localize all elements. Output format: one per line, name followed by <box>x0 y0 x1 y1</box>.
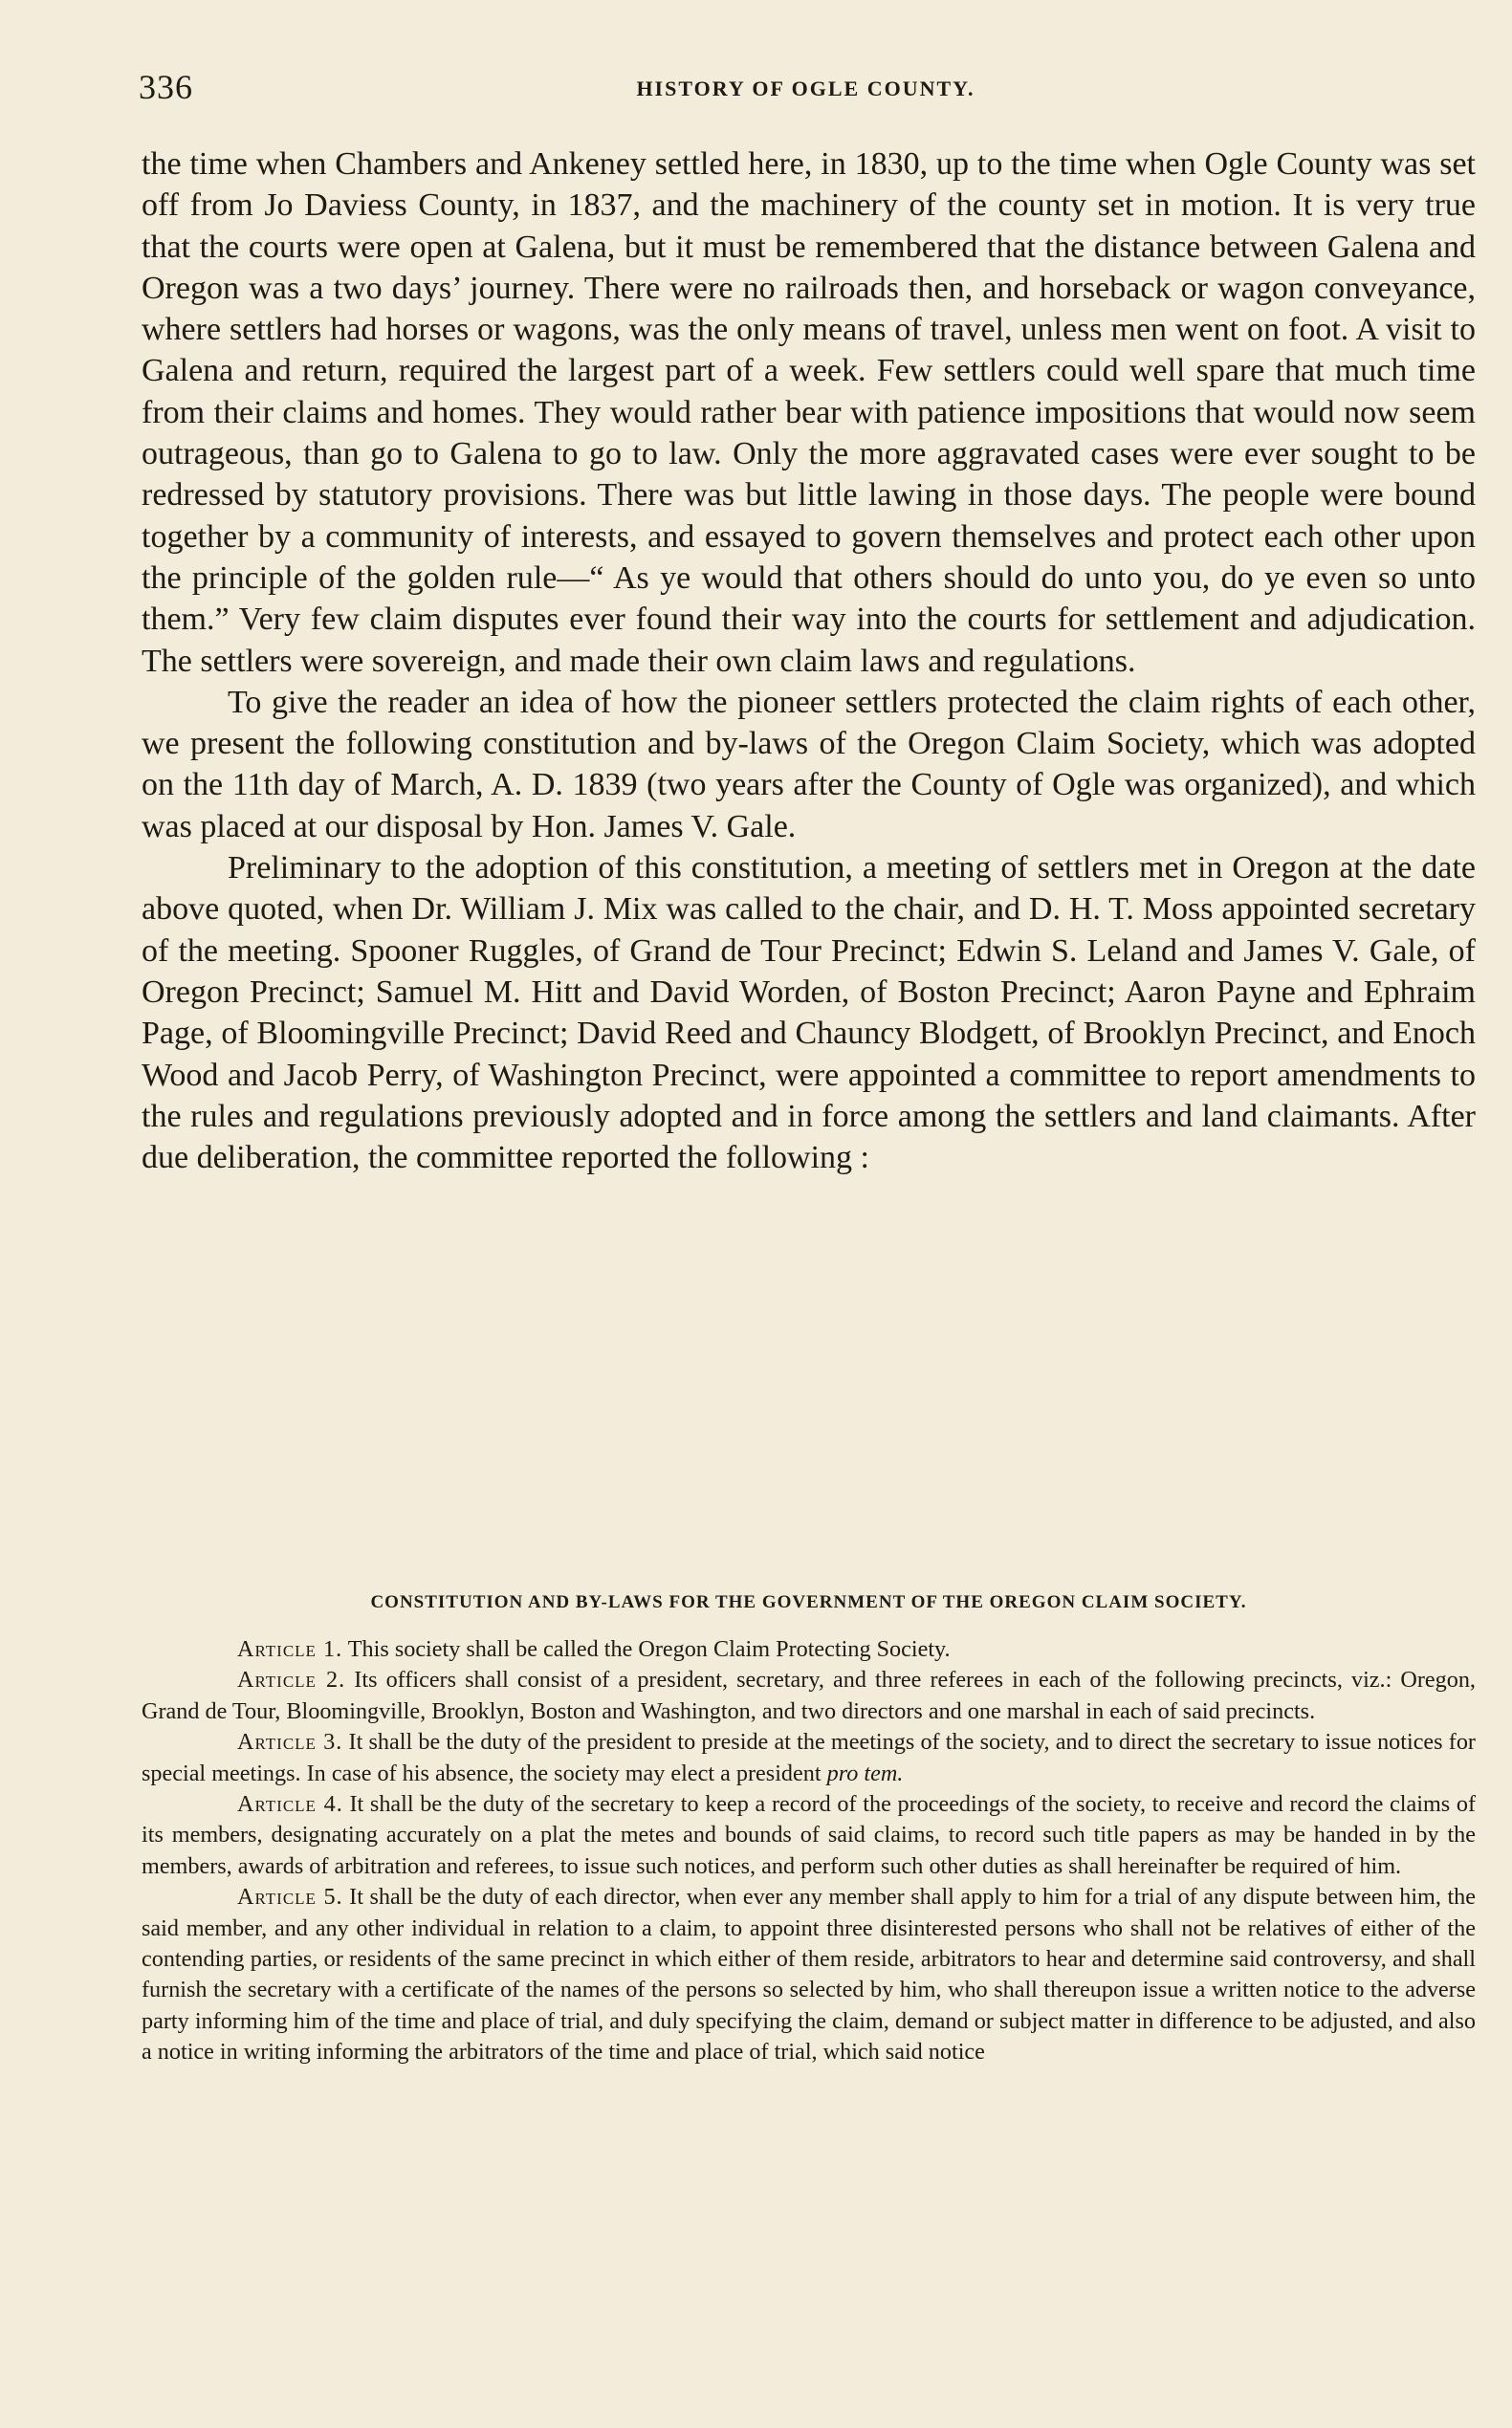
paragraph: To give the reader an idea of how the pioneer settlers protected the claim rights of each other, we present the following constitution and by-laws of the Oregon Claim Society, which was adopted on the 11th day of March, A. D. 1839 (two years after the County of Ogle was organized), and which was placed at our disposal by Hon. James V. Gale. <box>142 684 1476 844</box>
article <box>142 1882 1476 2067</box>
article-label: Article 3. <box>237 1729 343 1756</box>
paragraph: the time when Chambers and Ankeney settled here, in 1830, up to the time when Ogle County was set off from Jo Daviess County, in 1837, and the machinery of the county set in motion. It is very true that the courts were open at Galena, but it must be remembered that the distance between Galena and Oregon was a two days’ journey. There were no railroads then, and horseback or wagon conveyance, where settlers had horses or wagons, was the only means of travel, unless men went on foot. A visit to Galena and return, required the largest part of a week. Few settlers could well spare that much time from their claims and homes. They would rather bear with patience impositions that would now seem outrageous, than go to Galena to go to law. Only the more aggravated cases were ever sought to be redressed by statutory provisions. There was but little lawing in those days. The people were bound together by a community of interests, and essayed to govern themselves and protect each other upon the principle of the golden rule—“ As ye would that others should do unto you, do ye even so unto them.” Very few claim disputes ever found their way into the courts for settlement and adjudication. The settlers were sovereign, and made their own claim laws and regulations. <box>142 146 1476 679</box>
article <box>142 1634 1476 1665</box>
article <box>142 1789 1476 1882</box>
article-text: It shall be the duty of the president to preside at the meetings of the society, and to direct the secretary to issue notices for special meetings. In case of his absence, the society may elect a president <box>142 1729 1476 1786</box>
page-number: 336 <box>139 68 193 106</box>
article-text: This society shall be called the Oregon Claim Protecting Society. <box>347 1636 951 1662</box>
page-header <box>139 67 1473 115</box>
article-label: Article 4. <box>237 1791 343 1818</box>
article-text: It shall be the duty of each director, when ever any member shall apply to him for a trial of any dispute between him, the said member, and any other individual in relation to a claim, to appoint three disinterested persons who shall not be relatives of either of the contending parties, or residents of the same precinct in which either of them reside, arbitrators to hear and determine said controversy, and shall furnish the secretary with a certificate of the names of the persons so selected by him, who shall thereupon issue a written notice to the adverse party informing him of the time and place of trial, and duly specifying the claim, demand or subject matter in difference to be adjusted, and also a notice in writing informing the arbitrators of the time and place of trial, which said notice <box>142 1884 1476 2066</box>
constitution-section <box>142 1592 1476 2068</box>
paragraph: Preliminary to the adoption of this constitution, a meeting of settlers met in Oregon at the date above quoted, when Dr. William J. Mix was called to the chair, and D. H. T. Moss appointed secretary of the meeting. Spooner Ruggles, of Grand de Tour Precinct; Edwin S. Leland and James V. Gale, of Oregon Precinct; Samuel M. Hitt and David Worden, of Boston Precinct; Aaron Payne and Ephraim Page, of Bloomingville Precinct; David Reed and Chauncy Blodgett, of Brooklyn Precinct, and Enoch Wood and Jacob Perry, of Washington Precinct, were appointed a committee to report amendments to the rules and regulations previously adopted and in force among the settlers and land claimants. After due deliberation, the committee reported the following : <box>142 850 1476 1176</box>
article-text: Its officers shall consist of a president, secretary, and three referees in each of the following precincts, viz.: Oregon, Grand de Tour, Bloomingville, Brooklyn, Boston and Washington, and two directors and one marshal in each of said precincts. <box>142 1667 1476 1724</box>
article-label: Article 2. <box>237 1667 346 1694</box>
body-text <box>142 143 1476 1178</box>
article-label: Article 5. <box>237 1884 343 1911</box>
running-title: HISTORY OF OGLE COUNTY. <box>636 77 975 100</box>
section-heading: CONSTITUTION AND BY-LAWS FOR THE GOVERNMENT OF THE OREGON CLAIM SOCIETY. <box>370 1592 1247 1612</box>
article <box>142 1665 1476 1727</box>
article-text: It shall be the duty of the secretary to keep a record of the proceedings of the society, to receive and record the claims of its members, designating accurately on a plat the metes and bounds of said claims, to record such title papers as may be handed in by the members, awards of arbitration and referees, to issue such notices, and perform such other duties as shall hereinafter be required of him. <box>142 1791 1476 1879</box>
article <box>142 1727 1476 1789</box>
article-italic-text: pro tem. <box>826 1760 904 1786</box>
article-label: Article 1. <box>237 1636 343 1662</box>
